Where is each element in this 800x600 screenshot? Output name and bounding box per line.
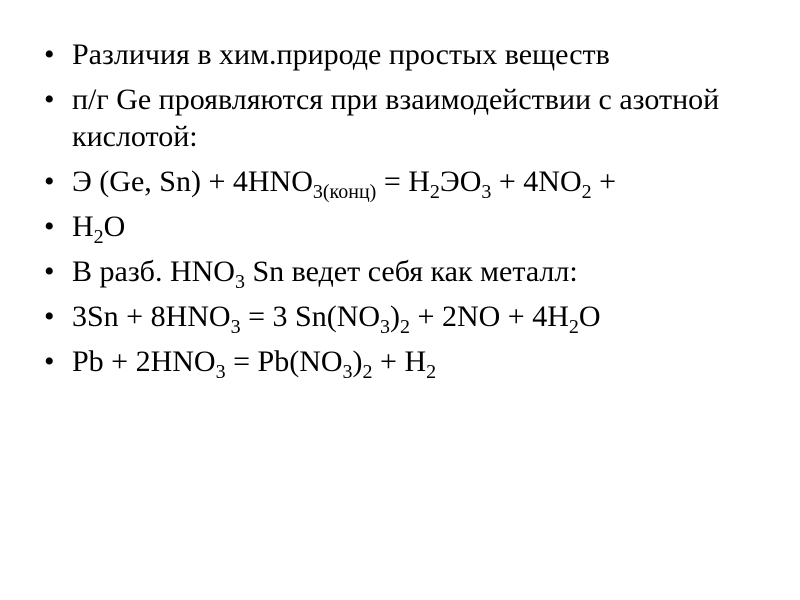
text-run: O	[578, 300, 601, 333]
bullet-text	[72, 255, 578, 293]
bullet-marker: •	[44, 255, 55, 288]
subscript: 3	[230, 316, 241, 338]
text-run: Pb + 2HNO	[72, 345, 216, 378]
text-run: = H	[376, 165, 430, 198]
subscript: 3	[380, 316, 391, 338]
text-run: H	[72, 210, 94, 243]
bullet-item-equation-pb	[40, 343, 780, 383]
bullet-item-dilute-note	[40, 253, 780, 293]
subscript: 2	[581, 181, 592, 203]
subscript: 3	[215, 361, 226, 383]
bullet-item-equation-conc	[40, 163, 780, 203]
subscript: 2	[93, 226, 104, 248]
subscript: 3	[234, 271, 245, 293]
bullet-text	[72, 38, 610, 71]
text-run: Э (Ge, Sn) + 4HNO	[72, 165, 313, 198]
bullet-marker: •	[44, 210, 55, 243]
bullet-text	[72, 83, 719, 153]
subscript: 3(конц)	[312, 181, 377, 203]
equation-text	[72, 165, 617, 203]
text-run: 3Sn + 8HNO	[72, 300, 231, 333]
subscript: 2	[426, 361, 437, 383]
bullet-marker: •	[44, 83, 55, 116]
bullet-marker: •	[44, 38, 55, 71]
bullet-marker: •	[44, 300, 55, 333]
text-run: + H	[372, 345, 427, 378]
subscript: 2	[568, 316, 579, 338]
text-run: ЭO	[439, 165, 482, 198]
text-run: O	[103, 210, 126, 243]
text-run: = Pb(NO	[225, 345, 343, 378]
subscript: 2	[400, 316, 411, 338]
bullet-item-equation-sn	[40, 298, 780, 338]
text-run: п/г Ge проявляются при взаимодействии с азотной кислотой:	[72, 83, 720, 153]
equation-text	[72, 300, 601, 338]
text-run: )	[352, 345, 363, 378]
bullet-list	[40, 36, 780, 388]
text-run: Различия в хим.природе простых веществ	[72, 38, 610, 71]
text-run: = 3 Sn(NO	[240, 300, 381, 333]
bullet-marker: •	[44, 165, 55, 198]
bullet-item-chem-differences	[40, 36, 780, 73]
text-run: Sn ведет себя как металл:	[244, 255, 578, 288]
text-run: + 2NO + 4H	[410, 300, 569, 333]
bullet-marker: •	[44, 345, 55, 378]
text-run: + 4NO	[491, 165, 582, 198]
text-run: В разб. HNO	[72, 255, 235, 288]
subscript: 2	[362, 361, 373, 383]
equation-text	[72, 345, 437, 383]
subscript: 3	[481, 181, 492, 203]
text-run: )	[390, 300, 401, 333]
text-run: +	[591, 165, 617, 198]
bullet-item-water	[40, 208, 780, 248]
subscript: 2	[429, 181, 440, 203]
bullet-item-ge-nitric-acid	[40, 81, 780, 155]
subscript: 3	[342, 361, 353, 383]
equation-text	[72, 210, 126, 248]
